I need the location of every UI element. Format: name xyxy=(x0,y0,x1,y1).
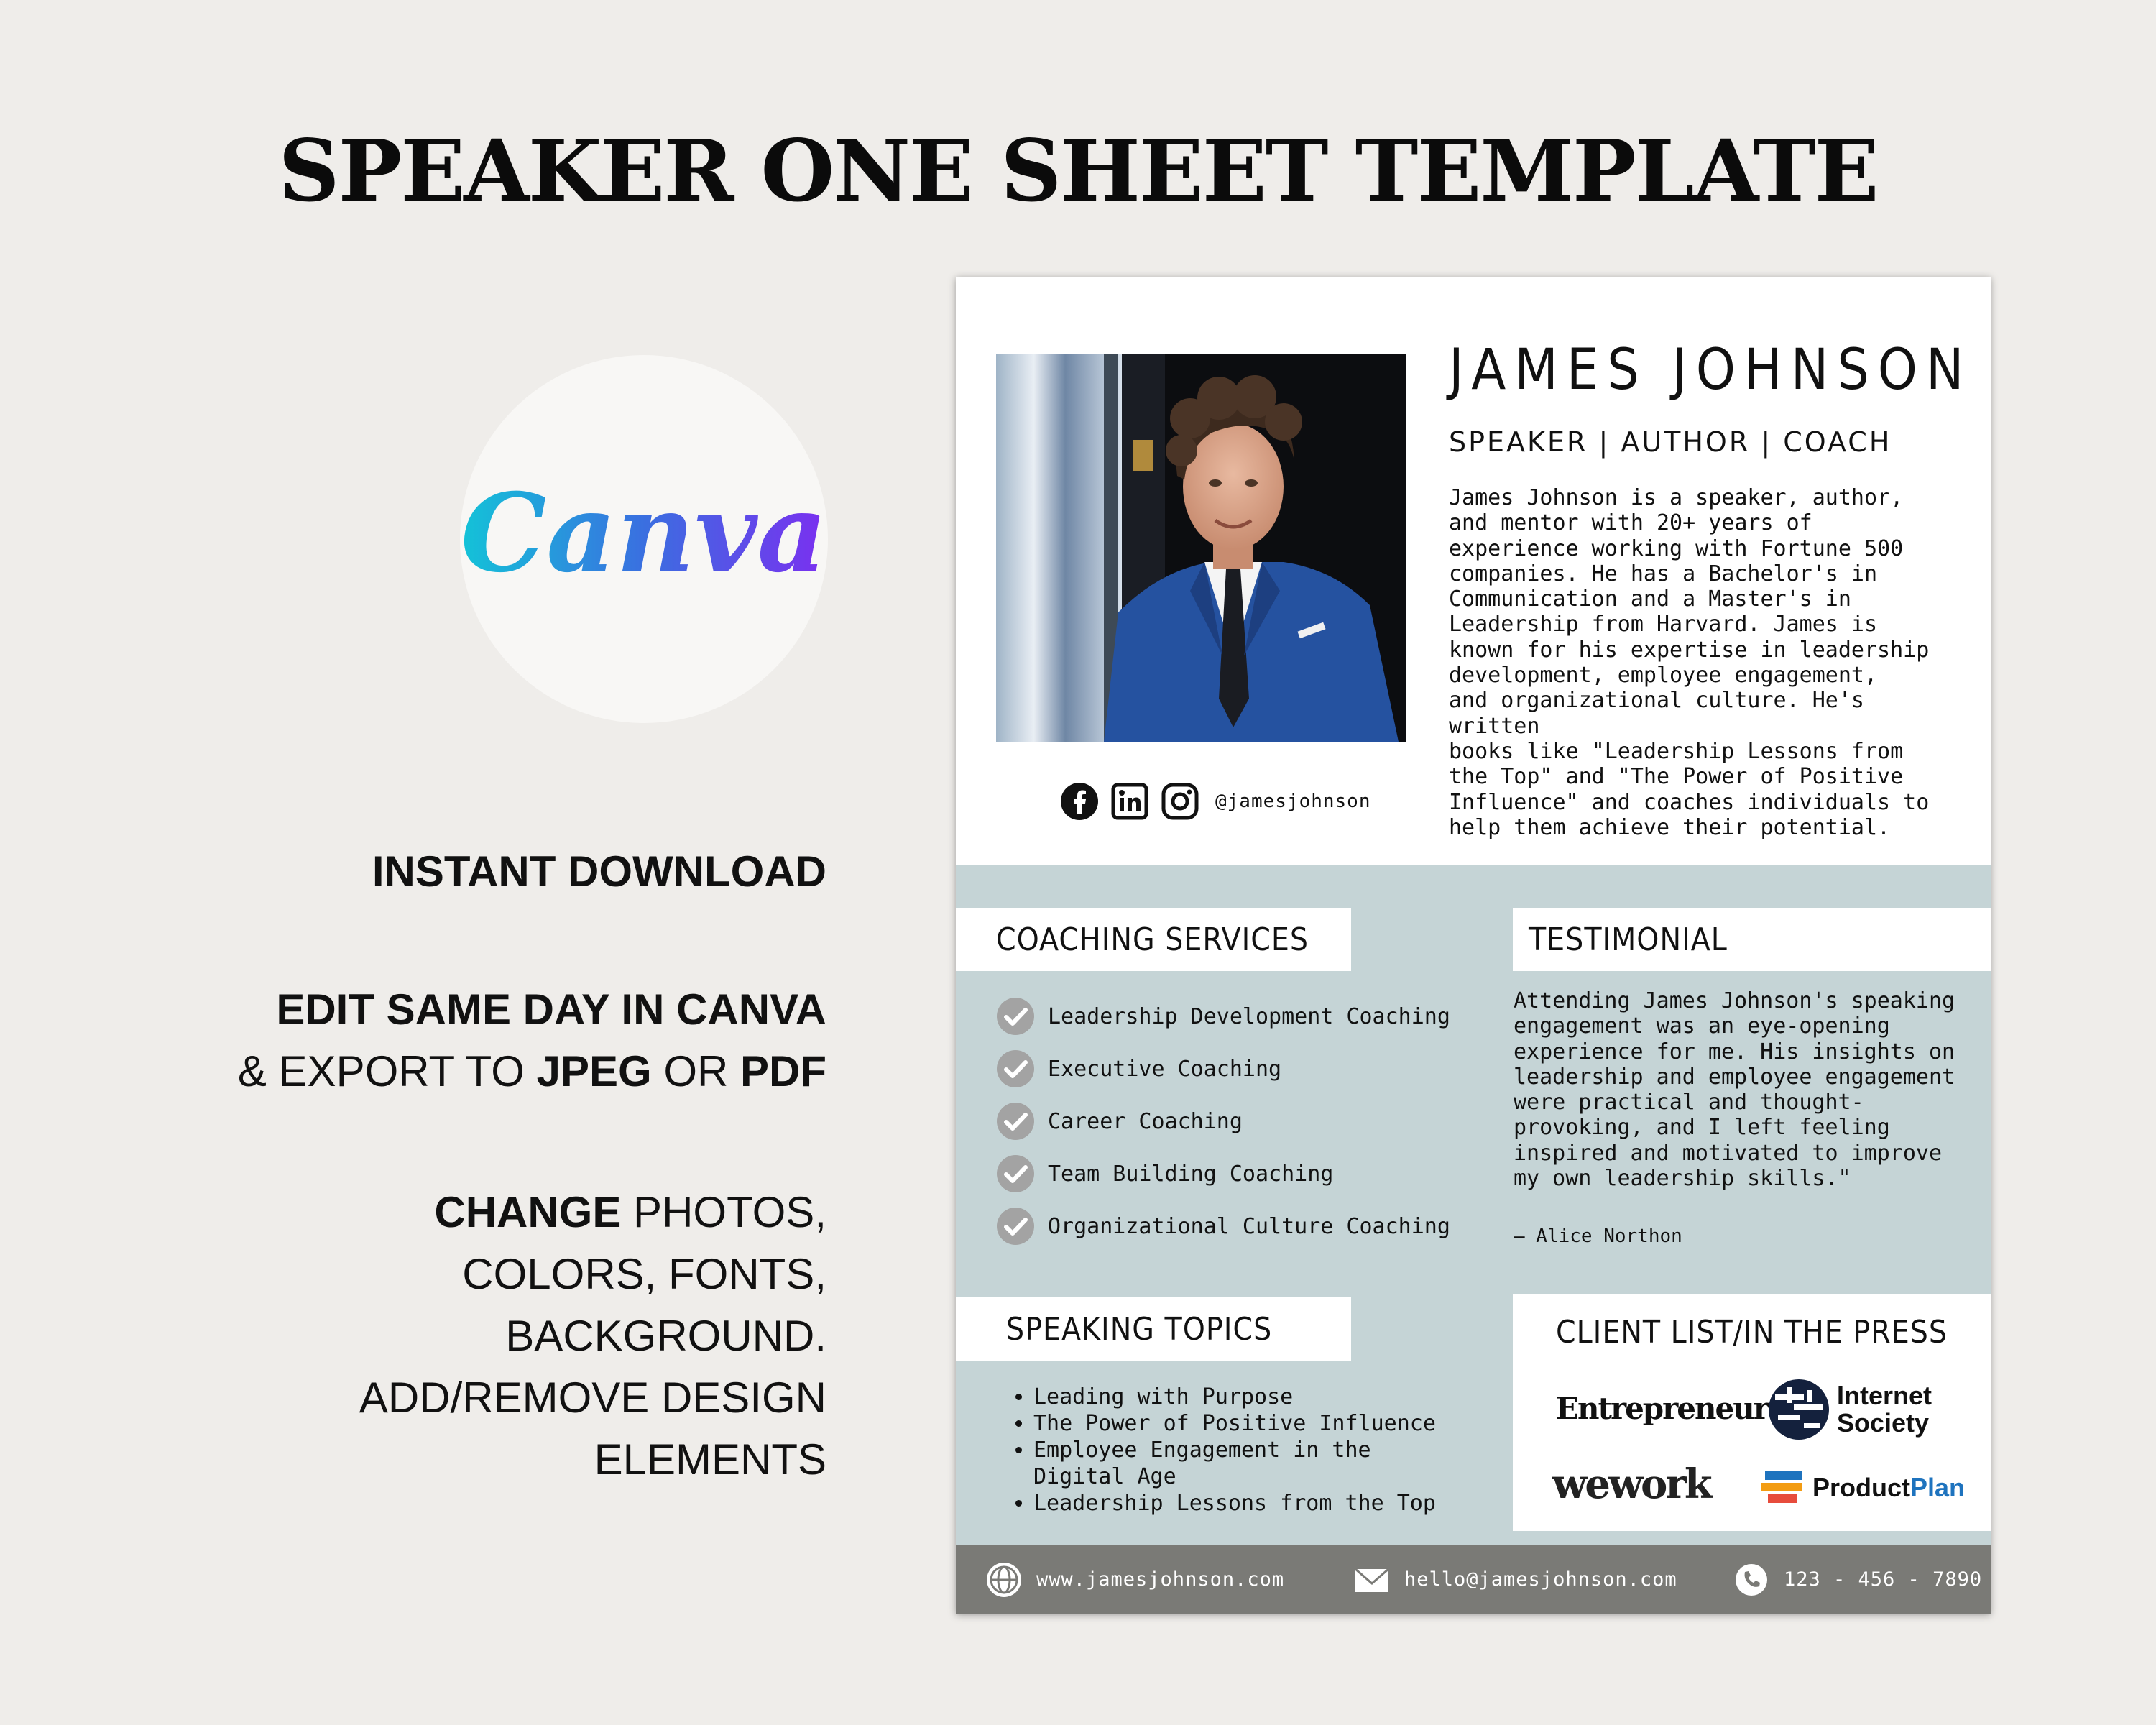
check-icon xyxy=(996,1049,1035,1088)
check-icon xyxy=(996,1154,1035,1193)
check-icon xyxy=(996,1102,1035,1141)
wework-logo: wework xyxy=(1552,1460,1710,1508)
topic-item: • Leading with Purpose xyxy=(1033,1384,1450,1410)
feature-edit-canva: EDIT SAME DAY IN CANVA & EXPORT TO JPEG OR PDF xyxy=(237,985,826,1095)
instagram-icon[interactable] xyxy=(1161,782,1199,821)
testimonial-quote: Attending James Johnson's speaking engagement was an eye-opening experience for me. His insights on leadership and employee engagement were practical and thought-provoking, and I left feeling inspired and motivated to improve my own leadership skills." xyxy=(1514,988,1955,1192)
phone-link[interactable]: 123 - 456 - 7890 xyxy=(1732,1560,1982,1599)
testimonial-author: — Alice Northon xyxy=(1514,1225,1682,1247)
linkedin-icon[interactable] xyxy=(1110,782,1149,821)
topic-item: • The Power of Positive Influence xyxy=(1033,1410,1450,1437)
internet-society-icon xyxy=(1768,1379,1830,1440)
contact-footer xyxy=(956,1545,1991,1614)
globe-icon xyxy=(985,1560,1023,1599)
speaking-topics-list xyxy=(999,1384,1450,1517)
topic-item: • Employee Engagement in the Digital Age xyxy=(1033,1437,1450,1490)
productplan-icon xyxy=(1761,1470,1807,1506)
speaker-one-sheet xyxy=(956,277,1991,1614)
testimonial-heading: TESTIMONIAL xyxy=(1513,908,1991,971)
website-link[interactable]: www.jamesjohnson.com xyxy=(985,1560,1284,1599)
speaker-bio: James Johnson is a speaker, author, and mentor with 20+ years of experience working with Fortune 500 companies. He has a Bachelor's in Communication and a Master's in Leadership from Harvard. James is known for his expertise in leadership development, employee engagement, and organizational culture. He's written books like "Leadership Lessons from the Top" and "The Power of Positive Influence" and coaches individuals to help them achieve their potential. xyxy=(1449,485,1930,840)
service-item: Executive Coaching xyxy=(996,1049,1281,1088)
canva-badge xyxy=(460,355,828,723)
feature-change-list: CHANGE PHOTOS, COLORS, FONTS, BACKGROUND. ADD/REMOVE DESIGN ELEMENTS xyxy=(359,1188,826,1484)
canva-logo-text: Canva xyxy=(461,470,827,597)
email-icon xyxy=(1353,1560,1391,1599)
internet-society-logo: Internet Society xyxy=(1768,1379,1952,1440)
canva-logo xyxy=(460,355,828,723)
service-item: Career Coaching xyxy=(996,1102,1243,1141)
social-links xyxy=(1060,780,1371,823)
coaching-services-heading: COACHING SERVICES xyxy=(956,908,1351,971)
service-item: Leadership Development Coaching xyxy=(996,997,1450,1036)
speaker-subtitle: SPEAKER | AUTHOR | COACH xyxy=(1449,426,1892,458)
productplan-logo: ProductPlan xyxy=(1761,1470,1965,1506)
check-icon xyxy=(996,1207,1035,1246)
client-list-panel xyxy=(1513,1294,1991,1531)
client-list-heading: CLIENT LIST/IN THE PRESS xyxy=(1555,1314,1948,1351)
page-title: SPEAKER ONE SHEET TEMPLATE xyxy=(278,121,1878,221)
email-link[interactable]: hello@jamesjohnson.com xyxy=(1353,1560,1677,1599)
speaking-topics-heading: SPEAKING TOPICS xyxy=(956,1297,1351,1361)
speaker-name: JAMES JOHNSON xyxy=(1449,338,1973,402)
service-item: Team Building Coaching xyxy=(996,1154,1333,1193)
speaker-photo xyxy=(996,354,1406,742)
social-handle[interactable]: @jamesjohnson xyxy=(1215,791,1371,812)
service-item: Organizational Culture Coaching xyxy=(996,1207,1450,1246)
topic-item: • Leadership Lessons from the Top xyxy=(1033,1490,1450,1517)
check-icon xyxy=(996,997,1035,1036)
facebook-icon[interactable] xyxy=(1060,782,1099,821)
feature-instant-download: INSTANT DOWNLOAD xyxy=(372,847,826,896)
entrepreneur-logo: Entrepreneur xyxy=(1556,1391,1768,1426)
phone-icon xyxy=(1732,1560,1771,1599)
